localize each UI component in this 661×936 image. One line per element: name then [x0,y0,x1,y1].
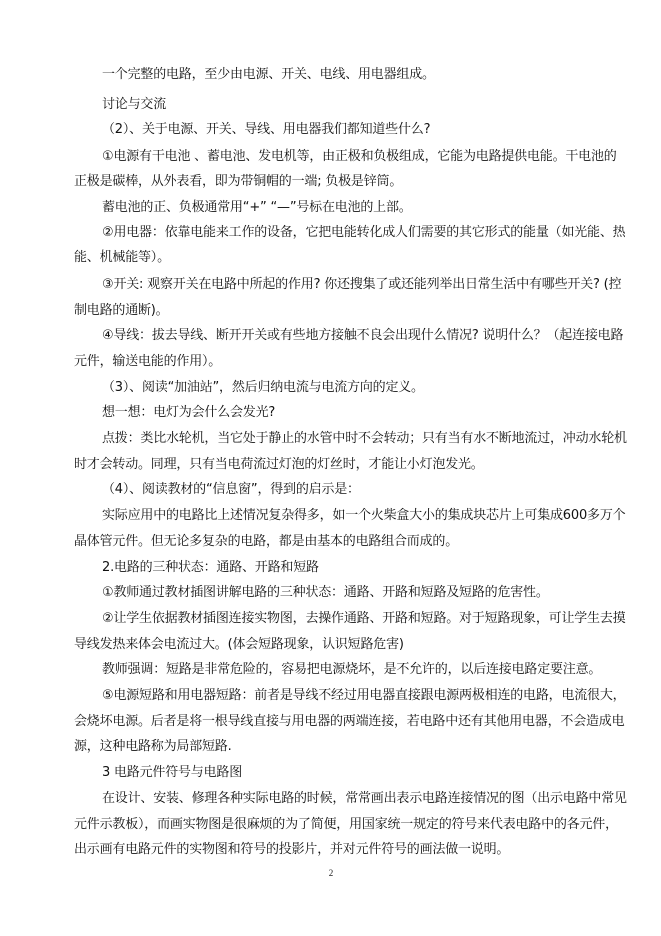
text-line: 能、机械能等）。 [74,250,170,265]
text-line: 会烧坏电源。后者是将一根导线直接与用电器的两端连接，若电路中还有其他用电器，不会造成电 [74,714,625,729]
text-line: （2）、关于电源、开关、导线、用电器我们都知道些什么? [102,122,431,137]
text-line: 元件，输送电能的作用）。 [74,354,222,369]
text-line: 在设计、安装、修理各种实际电路的时候，常常画出表示电路连接情况的图（出示电路中常见 [102,791,627,806]
text-line: 导线发热来体会电流过大。(体会短路现象，认识短路危害) [74,637,404,652]
text-line: 时才会转动。同理，只有当电荷流过灯泡的灯丝时，才能让小灯泡发光。 [74,457,484,472]
text-line: 正极是碳棒，从外表看，即为带铜帽的一端; 负极是锌筒。 [74,174,403,189]
page-number: 2 [328,868,334,878]
text-line: （3）、阅读“加油站”，然后归纳电流与电流方向的定义。 [102,380,424,395]
text-line: 实际应用中的电路比上述情况复杂得多，如一个火柴盒大小的集成块芯片上可集成600多万个 [102,508,626,523]
text-line: ③开关: 观察开关在电路中所起的作用? 你还搜集了或还能列举出日常生活中有哪些开关? (控 [102,277,622,292]
text-line: 元件示教板），而画实物图是很麻烦的为了简便，用国家统一规定的符号来代表电路中的各元件， [74,817,618,832]
text-line: ①电源有干电池 、蓄电池、发电机等，由正极和负极组成，它能为电路提供电能。干电池的 [102,149,617,164]
text-line: 源，这种电路称为局部短路. [74,739,232,754]
text-line: 晶体管元件。但无论多复杂的电路，都是由基本的电路组合而成的。 [74,534,459,549]
text-line: ②让学生依据教材插图连接实物图，去操作通路、开路和短路。对于短路现象，可让学生去摸 [102,611,626,626]
text-line: ⑤电源短路和用电器短路：前者是导线不经过用电器直接跟电源两极相连的电路，电流很大， [102,688,626,703]
text-line: 3 电路元件符号与电路图 [102,765,243,780]
text-line: 蓄电池的正、负极通常用“+” “—”号标在电池的上部。 [102,200,412,215]
text-line: 讨论与交流 [102,97,167,112]
text-line: 2.电路的三种状态：通路、开路和短路 [102,560,319,575]
text-line: 制电路的通断)。 [74,303,169,318]
text-line: 想一想：电灯为会什么会发光? [102,405,276,420]
text-line: 教师强调：短路是非常危险的，容易把电源烧坏，是不允许的，以后连接电路定要注意。 [102,662,602,677]
text-line: （4）、阅读教材的“信息窗”，得到的启示是： [102,482,360,497]
text-line: 出示画有电路元件的实物图和符号的投影片，并对元件符号的画法做一说明。 [74,842,510,857]
text-line: 一个完整的电路，至少由电源、开关、电线、用电器组成。 [102,67,435,82]
text-line: 点拨：类比水轮机，当它处于静止的水管中时不会转动；只有当有水不断地流过，冲动水轮机 [102,431,627,446]
text-line: ①教师通过教材插图讲解电路的三种状态：通路、开路和短路及短路的危害性。 [102,585,549,600]
text-line: ②用电器：依靠电能来工作的设备，它把电能转化成人们需要的其它形式的能量（如光能、热 [102,225,626,240]
text-line: ④导线：拔去导线、断开开关或有些地方接触不良会出现什么情况? 说明什么？（起连接电路 [102,328,624,343]
